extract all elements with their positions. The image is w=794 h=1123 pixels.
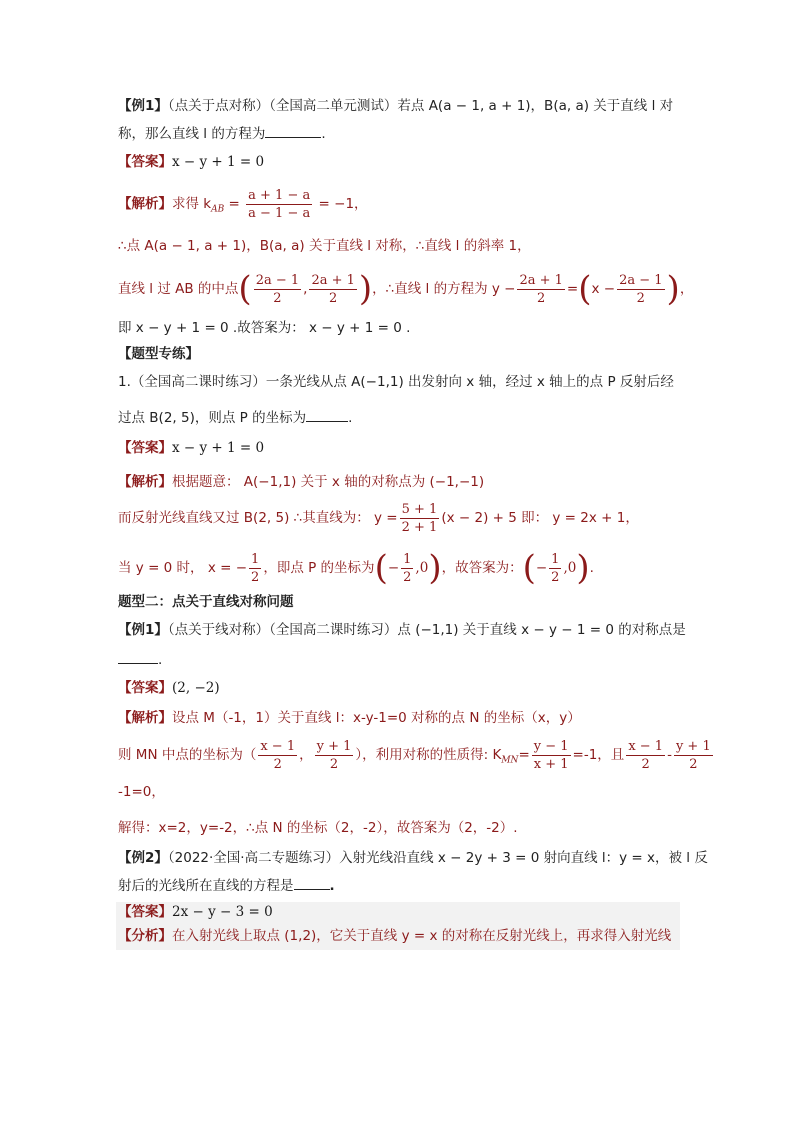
period: . [329, 878, 335, 894]
denominator: 2 [689, 756, 698, 772]
solution-text: 求得 k [172, 196, 212, 212]
numerator: 1 [551, 551, 560, 567]
ex2-tag: 【例2】 [118, 850, 168, 866]
paren: ) [428, 548, 442, 588]
answer-value: (2, −2) [172, 680, 220, 696]
numerator: y − 1 [533, 738, 569, 754]
denominator: 2 [273, 756, 282, 772]
numerator: y + 1 [675, 738, 711, 754]
denominator: 2 [251, 569, 260, 585]
numerator: 2a − 1 [255, 272, 300, 288]
fraction [258, 738, 297, 773]
section-heading: 题型二：点关于直线对称问题 [118, 594, 294, 610]
answer-value: x − y + 1 = 0 [172, 440, 265, 456]
equals: = [224, 196, 245, 212]
fraction [309, 272, 356, 307]
solution-text: =-1，且 [572, 747, 625, 763]
fraction [517, 272, 564, 307]
denominator: 2 [273, 290, 282, 306]
q1-answer [118, 438, 678, 458]
answer-tag: 【答案】 [118, 154, 172, 170]
paren: ( [238, 269, 252, 309]
period: . [321, 126, 326, 142]
solution-text: 而反射光线直线又过 B(2, 5) ∴其直线为： y = [118, 510, 398, 526]
t2-solution-1 [118, 708, 678, 728]
t2-answer [118, 678, 678, 698]
answer-tag: 【答案】 [118, 680, 172, 696]
ex1-line-1 [118, 96, 678, 116]
ex1-answer [118, 152, 678, 172]
solution-text: 则 MN 中点的坐标为（ [118, 747, 257, 763]
t2-solution-2 [118, 734, 711, 776]
solution-text: ），利用对称的性质得: K [355, 747, 502, 763]
fraction [401, 551, 413, 586]
solution-text: = −1， [314, 196, 368, 212]
analysis-text: 在入射光线上取点 (1,2)，它关于直线 y = x 的对称在反射光线上，再求得入射光线 [172, 928, 672, 944]
comma: ， [299, 747, 313, 763]
numerator: 5 + 1 [401, 501, 438, 517]
question-text: （2022·全国·高二专题练习）入射光线沿直线 x − 2y + 3 = 0 射向直线 l：y = x，被 l 反 [167, 850, 708, 866]
numerator: 1 [403, 551, 412, 567]
equals: = [566, 281, 579, 297]
numerator: x − 1 [628, 738, 664, 754]
ex1-line-2 [118, 124, 678, 144]
numerator: 1 [251, 551, 260, 567]
section-heading: 【题型专练】 [118, 346, 199, 362]
solution-text: ∴点 A(a − 1, a + 1)，B(a, a) 关于直线 l 对称，∴直线 l 的斜率 1， [118, 238, 531, 254]
ex1-solution-1 [118, 184, 678, 224]
q1-line-1 [118, 372, 678, 392]
t2-ex2-line-2 [118, 876, 678, 896]
period: . [158, 652, 163, 668]
fraction [532, 738, 571, 773]
paren: ( [374, 548, 388, 588]
q1-solution-1 [118, 472, 678, 492]
denominator: 2 + 1 [401, 519, 438, 535]
comma: , [303, 281, 308, 297]
equals: = [518, 747, 530, 763]
denominator: a − 1 − a [248, 205, 311, 221]
denominator: 2 [551, 569, 560, 585]
analysis-tag: 【分析】 [118, 928, 172, 944]
solution-text: 根据题意： A(−1,1) 关于 x 轴的对称点为 (−1,−1) [172, 474, 485, 490]
t2-solution-3 [118, 782, 678, 802]
denominator: x + 1 [533, 756, 569, 772]
ex1-solution-4 [118, 318, 678, 338]
fraction [254, 272, 301, 307]
answer-value: 2x − y − 3 = 0 [172, 904, 273, 920]
document-body [118, 92, 711, 944]
ex1-solution-2 [118, 236, 678, 256]
denominator: 2 [403, 569, 412, 585]
answer-blank [306, 420, 348, 422]
solution-tag: 【解析】 [118, 196, 172, 212]
question-text: 射后的光线所在直线的方程是 [118, 878, 294, 894]
ex1-text-1: （点关于点对称）（全国高二单元测试）若点 A(a − 1, a + 1)，B(a, a) 关于直线 l 对 [167, 98, 674, 114]
t2-ex2-analysis [116, 922, 680, 950]
solution-text: 设点 M（-1，1）关于直线 l：x-y-1=0 对称的点 N 的坐标（x，y） [172, 710, 581, 726]
fraction [549, 551, 561, 586]
numerator: 2a + 1 [311, 272, 355, 288]
solution-text: 即 x − y + 1 = 0 .故答案为： x − y + 1 = 0 . [118, 320, 411, 336]
period: . [589, 560, 594, 576]
denominator: 2 [636, 290, 645, 306]
minus: - [667, 747, 672, 763]
fraction [617, 272, 664, 307]
section-2-title [118, 592, 678, 612]
t2-ex2-answer [116, 902, 680, 922]
question-text: 1.（全国高二课时练习）一条光线从点 A(−1,1) 出发射向 x 轴，经过 x 轴上的点 P 反射后经 [118, 374, 674, 390]
subscript: AB [211, 204, 225, 215]
t2-ex1-line-1 [118, 620, 686, 640]
denominator: 2 [641, 756, 650, 772]
numerator: 2a − 1 [619, 272, 663, 288]
solution-tag: 【解析】 [118, 710, 172, 726]
paren: ( [522, 548, 536, 588]
question-text: 过点 B(2, 5)，则点 P 的坐标为 [118, 410, 307, 426]
q1-solution-3: 当 y = 0 时， x = − $\frac{1}{2}$ ，即点 P 的坐标为(− $\frac{1}{2}$ ,0)，故答案为：(− $\frac{1}{2}$ ,0). [118, 548, 594, 588]
solution-text: 当 y = 0 时， x = − [118, 560, 248, 576]
t2-ex1-line-2 [118, 650, 678, 670]
paren: ) [576, 548, 590, 588]
fraction [249, 551, 261, 586]
ex1-text-2: 称，那么直线 l 的方程为 [118, 126, 266, 142]
solution-text: ，即点 P 的坐标为 [263, 560, 375, 576]
answer-blank [118, 662, 158, 664]
solution-text: ,0 [563, 560, 577, 576]
solution-text: 直线 l 过 AB 的中点 [118, 281, 239, 297]
solution-text: 解得：x=2，y=-2，∴点 N 的坐标（2，-2），故答案为（2，-2）. [118, 820, 518, 836]
ex1-tag: 【例1】 [118, 98, 168, 114]
period: . [348, 410, 353, 426]
numerator: a + 1 − a [248, 187, 311, 203]
solution-text: x − [591, 281, 616, 297]
solution-text: -1=0， [118, 784, 165, 800]
solution-text: ， [679, 281, 694, 297]
solution-text: (x − 2) + 5 即： y = 2x + 1， [441, 510, 639, 526]
denominator: 2 [537, 290, 546, 306]
numerator: x − 1 [260, 738, 296, 754]
t2-ex2-line-1 [118, 848, 708, 868]
t2-solution-4 [118, 818, 678, 838]
fraction [400, 501, 440, 536]
solution-tag: 【解析】 [118, 474, 172, 490]
numerator: y + 1 [316, 738, 352, 754]
fraction [315, 738, 354, 773]
answer-tag: 【答案】 [118, 904, 172, 920]
fraction [626, 738, 665, 773]
paren: ( [578, 269, 592, 309]
paren: ) [666, 269, 680, 309]
subscript: MN [501, 755, 519, 766]
ex1-tag: 【例1】 [118, 622, 168, 638]
answer-blank [265, 136, 321, 138]
answer-blank [294, 888, 330, 890]
question-text: （点关于线对称）（全国高二课时练习）点 (−1,1) 关于直线 x − y − 1 = 0 的对称点是 [167, 622, 686, 638]
solution-text: ,0 [415, 560, 429, 576]
q1-solution-2 [118, 498, 678, 538]
q1-line-2 [118, 408, 678, 428]
practice-title [118, 344, 678, 364]
solution-text: ，故答案为： [441, 560, 523, 576]
fraction [246, 187, 312, 222]
numerator: 2a + 1 [519, 272, 563, 288]
fraction [674, 738, 713, 773]
ex1-solution-3 [118, 266, 694, 312]
denominator: 2 [329, 756, 339, 772]
answer-tag: 【答案】 [118, 440, 172, 456]
paren: ) [358, 269, 373, 309]
denominator: 2 [329, 290, 338, 306]
solution-text: ，∴直线 l 的方程为 y − [372, 281, 516, 297]
answer-value: x − y + 1 = 0 [172, 154, 265, 170]
